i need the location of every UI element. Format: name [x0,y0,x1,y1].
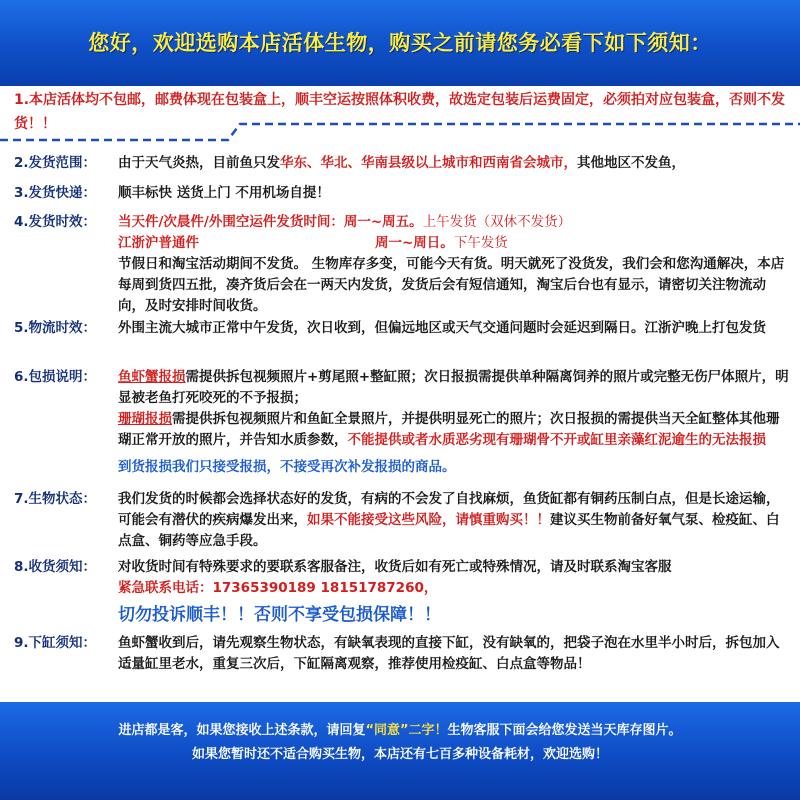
notice-item-1: 1.本店活体均不包邮，邮费体现在包装盒上，顺丰空运按照体积收费，故选定包装后运费固定，必须拍对应包装盒，否则不发货！！ [14,92,786,132]
footer-line-1: 进店都是客，如果您接收上述条款，请回复“同意”二字！生物客服下面会给您发送当天库存图片。 [118,723,682,738]
item-label: 8.收货须知： [14,559,97,575]
notice-page: 您好，欢迎选购本店活体生物，购买之前请您务必看下如下须知： 1.本店活体均不包邮，邮费体现在包装盒上，顺丰空运按照体积收费，故选定包装后运费固定，必须拍对应包装盒，否则不发货！！ 2.发货范围： 由于天气炎热，目前鱼只发华东、华北、华南县级以上城市和西南省会城市，其他地区不发鱼， 3.发货快递： 顺丰标快 送货上门 不用机场自提！ 4.发货时效： 当天件/次晨件/外围空运件发货时间：周一~周五。上午发货（双休不发货） 江浙沪普通件 周一~周日。下午发货 节假日和淘宝活动期间不发货。 生物库存多变，可能今天有货。明天就死了没货发，我们会和您沟通解决，本店每周到货四五批，凑齐货后会在一两天内发货，发货后会有短信通知，淘宝后台也有显示，请密切关注物流动向，及时安排时间收货。 5.物流时效： 外围主流大城市正常中午发货，次日收到，但偏远地区或天气交通问题时会延迟到隔日。江浙沪晚上打包发货 6.包损说明： 鱼虾蟹报损需提供拆包视频照片+剪尾照+整缸照；次日报损需提供单种隔离饲养的照片或完整无伤尸体照片，明显被老鱼打死咬死的不予报损； 珊瑚报损需提供拆包视频照片和鱼缸全景照片，并提供明显死亡的照片；次日报损的需提供当天全缸整体其他珊瑚正常开放的照片，并告知水质参数，不能提供或者水质恶劣现有珊瑚骨不开或缸里亲藻红泥逾生的无法报损 到货报损我们只接受报损，不接受再次补发报损的商品。 7.生物状态： 我们发货的时候都会选择状态好的发货，有病的不会发了自找麻烦，鱼货缸都有铜药压制白点，但是长途运输，可能会有潜伏的疾病爆发出来，如果不能接受这些风险，请慎重购买！！建议买生物前备好氧气泵、检疫缸、白点盒、铜药等应急手段。 8.收货须知： 对收货时间有特殊要求的要联系客服备注，收货后如有死亡或特殊情况，请及时联系淘宝客服 紧急联系电话：17365390189 18151787260， 切勿投诉顺丰！！否则不享受包损保障！！ 9.下缸须知： 鱼虾蟹收到后，请先观察生物状态，有缺氧表现的直接下缸，没有缺氧的，把袋子泡在水里半小时后，拆包加入适量缸里老水，重复三次后，下缸隔离观察，推荐使用检疫缸、白点盒等物品！ 进店都是客，如果您接收上述条款，请回复“同意”二字！生物客服下面会给您发送当天库存图片。 如果您暂时还不适合购买生物，本店还有七百多种设备耗材，欢迎选购！ [0,0,800,800]
item-label: 4.发货时效： [14,214,97,230]
item-label: 7.生物状态： [14,491,97,507]
item-label: 5.物流时效： [14,320,97,336]
page-title: 您好，欢迎选购本店活体生物，购买之前请您务必看下如下须知： [0,0,800,86]
warning-text: 切勿投诉顺丰！！否则不享受包损保障！！ [118,605,441,625]
item-label: 3.发货快递： [14,185,97,201]
footer-line-2: 如果您暂时还不适合购买生物，本店还有七百多种设备耗材，欢迎选购！ [191,747,608,762]
footer-banner [0,702,800,800]
emergency-contact: 紧急联系电话：17365390189 18151787260， [118,580,438,596]
dashed-divider [0,116,800,146]
item-label: 9.下缸须知： [14,635,97,651]
item-label: 2.发货范围： [14,155,97,171]
item-label: 6.包损说明： [14,369,97,385]
